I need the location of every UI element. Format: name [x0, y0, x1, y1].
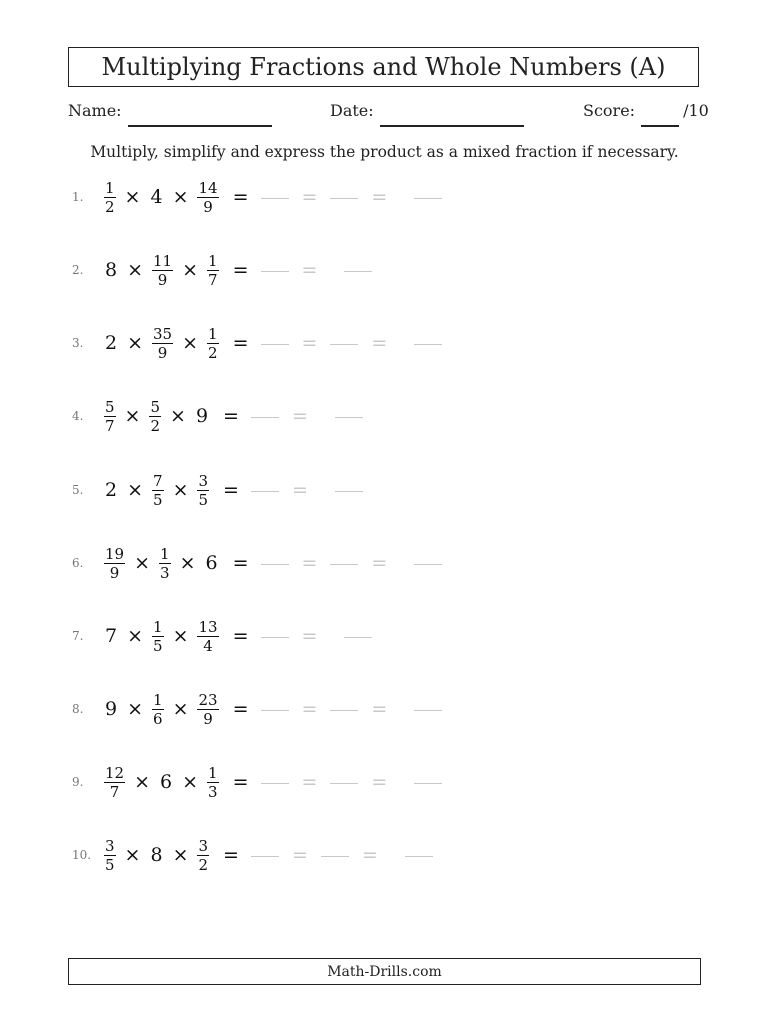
denominator: 6 — [153, 709, 163, 728]
equals-sign: = — [232, 332, 249, 354]
answer-blank[interactable] — [414, 564, 442, 565]
times-sign: × — [182, 259, 199, 281]
times-sign: × — [182, 332, 199, 354]
denominator: 9 — [157, 343, 168, 362]
whole-number: 6 — [205, 552, 218, 574]
denominator: 4 — [203, 636, 213, 655]
problem-row — [66, 830, 435, 880]
equals-sign: = — [223, 405, 239, 427]
times-sign: × — [170, 405, 186, 427]
equals-sign: = — [232, 771, 249, 793]
denominator: 7 — [109, 782, 120, 801]
fraction — [197, 692, 218, 727]
numerator: 1 — [160, 544, 170, 563]
equals-sign: = — [223, 844, 239, 866]
answer-blank[interactable] — [251, 856, 279, 857]
times-sign: × — [127, 625, 144, 647]
score-total: /10 — [683, 101, 709, 120]
answer-blank[interactable] — [330, 344, 358, 345]
answer-equals-sign: = — [301, 332, 318, 354]
problem-row — [66, 611, 374, 661]
numerator: 1 — [208, 324, 218, 343]
whole-number: 4 — [150, 186, 163, 208]
score-line[interactable] — [641, 101, 679, 127]
denominator: 5 — [198, 490, 209, 509]
numerator: 1 — [105, 178, 115, 197]
numerator: 13 — [198, 617, 218, 636]
answer-equals-sign: = — [291, 479, 308, 501]
fraction — [152, 692, 164, 727]
equals-sign: = — [232, 552, 249, 574]
answer-blank[interactable] — [405, 856, 433, 857]
denominator: 2 — [150, 416, 161, 435]
denominator: 9 — [109, 563, 120, 582]
answer-equals-sign: = — [301, 186, 318, 208]
fraction — [152, 619, 164, 654]
whole-number: 8 — [150, 844, 163, 866]
answer-blank[interactable] — [335, 417, 363, 418]
denominator: 2 — [105, 197, 115, 216]
answer-blank[interactable] — [335, 491, 363, 492]
equals-sign: = — [232, 259, 249, 281]
numerator: 23 — [198, 690, 218, 709]
answer-blank[interactable] — [330, 783, 358, 784]
answer-equals-sign: = — [301, 698, 318, 720]
answer-equals-sign: = — [301, 771, 318, 793]
times-sign: × — [127, 259, 144, 281]
whole-number: 9 — [105, 698, 118, 720]
answer-equals-sign: = — [301, 625, 318, 647]
answer-blank[interactable] — [414, 344, 442, 345]
denominator: 5 — [105, 855, 115, 874]
problem-row — [66, 172, 444, 222]
denominator: 3 — [208, 782, 218, 801]
denominator: 9 — [203, 709, 213, 728]
times-sign: × — [127, 332, 144, 354]
times-sign: × — [172, 625, 189, 647]
times-sign: × — [172, 186, 189, 208]
instructions: Multiply, simplify and express the product as a mixed fraction if necessary. — [90, 143, 679, 161]
answer-blank[interactable] — [261, 637, 289, 638]
times-sign: × — [127, 698, 144, 720]
fraction — [207, 253, 219, 288]
answer-blank[interactable] — [261, 271, 289, 272]
problem-number: 5. — [72, 483, 84, 497]
fraction — [104, 546, 125, 581]
fraction — [207, 326, 219, 361]
answer-equals-sign: = — [301, 259, 318, 281]
denominator: 9 — [203, 197, 213, 216]
fraction — [207, 765, 219, 800]
equals-sign: = — [223, 479, 239, 501]
problem-number: 1. — [72, 190, 84, 204]
problem-number: 9. — [72, 775, 84, 789]
numerator: 14 — [198, 178, 218, 197]
times-sign: × — [124, 405, 141, 427]
answer-equals-sign: = — [371, 186, 388, 208]
numerator: 1 — [208, 763, 218, 782]
answer-equals-sign: = — [371, 698, 388, 720]
problem-number: 7. — [72, 629, 84, 643]
score-label: Score: — [583, 101, 636, 120]
answer-equals-sign: = — [371, 332, 388, 354]
answer-equals-sign: = — [371, 771, 388, 793]
fraction — [152, 473, 164, 508]
denominator: 3 — [160, 563, 170, 582]
numerator: 7 — [153, 471, 163, 490]
whole-number: 9 — [195, 405, 209, 427]
fraction — [197, 473, 209, 508]
fraction — [104, 765, 125, 800]
problem-number: 8. — [72, 702, 84, 716]
answer-blank[interactable] — [330, 710, 358, 711]
name-line[interactable] — [128, 101, 272, 127]
numerator: 3 — [105, 836, 115, 855]
answer-blank[interactable] — [414, 783, 442, 784]
fraction — [159, 546, 171, 581]
answer-blank[interactable] — [261, 710, 289, 711]
numerator: 1 — [153, 617, 163, 636]
problem-number: 2. — [72, 263, 84, 277]
denominator: 7 — [105, 416, 115, 435]
numerator: 1 — [153, 690, 163, 709]
times-sign: × — [172, 698, 189, 720]
numerator: 3 — [198, 836, 209, 855]
name-field[interactable] — [68, 101, 272, 127]
answer-blank[interactable] — [414, 710, 442, 711]
denominator: 2 — [198, 855, 209, 874]
fraction — [104, 399, 116, 434]
problem-row — [66, 391, 365, 441]
answer-equals-sign: = — [291, 405, 308, 427]
times-sign: × — [134, 771, 151, 793]
fraction — [149, 399, 161, 434]
numerator: 12 — [105, 763, 125, 782]
whole-number: 2 — [105, 479, 118, 501]
problem-number: 10. — [72, 848, 92, 862]
times-sign: × — [124, 186, 141, 208]
fraction — [104, 838, 116, 873]
numerator: 1 — [208, 251, 218, 270]
answer-blank[interactable] — [261, 564, 289, 565]
fraction — [197, 838, 209, 873]
problem-number: 6. — [72, 556, 84, 570]
answer-blank[interactable] — [251, 491, 279, 492]
whole-number: 6 — [160, 771, 173, 793]
equals-sign: = — [232, 625, 249, 647]
footer: Math-Drills.com — [68, 958, 701, 985]
denominator: 5 — [153, 636, 163, 655]
times-sign: × — [182, 771, 199, 793]
date-field[interactable] — [330, 101, 524, 127]
answer-blank[interactable] — [251, 417, 279, 418]
answer-blank[interactable] — [414, 198, 442, 199]
problem-row — [66, 538, 444, 588]
problem-row — [66, 245, 374, 295]
problem-number: 3. — [72, 336, 84, 350]
numerator: 5 — [105, 397, 115, 416]
answer-blank[interactable] — [261, 198, 289, 199]
fraction — [152, 326, 173, 361]
score-field[interactable] — [583, 101, 709, 127]
problem-row — [66, 684, 444, 734]
answer-equals-sign: = — [301, 552, 318, 574]
numerator: 19 — [105, 544, 125, 563]
denominator: 5 — [153, 490, 163, 509]
date-label: Date: — [330, 101, 374, 120]
problem-number: 4. — [72, 409, 84, 423]
numerator: 11 — [153, 251, 173, 270]
problem-row — [66, 757, 444, 807]
whole-number: 7 — [105, 625, 118, 647]
answer-blank[interactable] — [330, 198, 358, 199]
times-sign: × — [172, 844, 189, 866]
answer-blank[interactable] — [321, 856, 349, 857]
times-sign: × — [172, 479, 189, 501]
problem-row — [66, 318, 444, 368]
header-fields — [68, 101, 709, 129]
date-line[interactable] — [380, 101, 524, 127]
whole-number: 8 — [105, 259, 118, 281]
times-sign: × — [124, 844, 141, 866]
times-sign: × — [127, 479, 144, 501]
fraction — [197, 180, 218, 215]
equals-sign: = — [232, 698, 249, 720]
whole-number: 2 — [105, 332, 118, 354]
answer-blank[interactable] — [330, 564, 358, 565]
answer-blank[interactable] — [344, 637, 372, 638]
times-sign: × — [134, 552, 151, 574]
fraction — [197, 619, 218, 654]
numerator: 5 — [150, 397, 161, 416]
name-label: Name: — [68, 101, 122, 120]
equals-sign: = — [232, 186, 249, 208]
worksheet-title: Multiplying Fractions and Whole Numbers (A) — [68, 47, 699, 87]
answer-equals-sign: = — [291, 844, 308, 866]
problem-row — [66, 465, 365, 515]
numerator: 35 — [153, 324, 173, 343]
answer-blank[interactable] — [344, 271, 372, 272]
numerator: 3 — [198, 471, 209, 490]
answer-equals-sign: = — [371, 552, 388, 574]
fraction — [104, 180, 116, 215]
answer-blank[interactable] — [261, 344, 289, 345]
answer-blank[interactable] — [261, 783, 289, 784]
times-sign: × — [179, 552, 196, 574]
fraction — [152, 253, 173, 288]
denominator: 7 — [208, 270, 218, 289]
denominator: 2 — [208, 343, 218, 362]
denominator: 9 — [157, 270, 168, 289]
answer-equals-sign: = — [361, 844, 378, 866]
